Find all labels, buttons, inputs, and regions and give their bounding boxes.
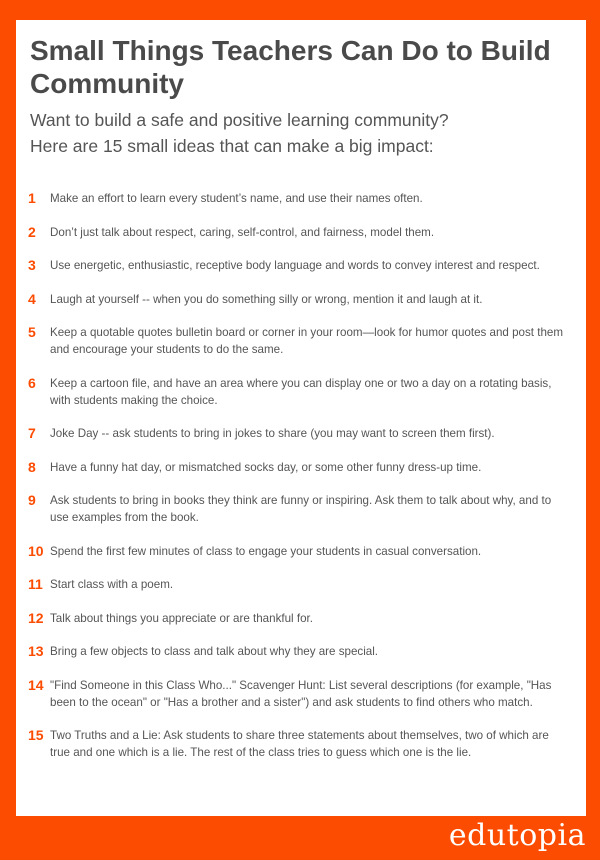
item-text: Make an effort to learn every student’s name, and use their names often. <box>50 192 423 205</box>
item-text: Bring a few objects to class and talk about why they are special. <box>50 645 379 658</box>
list-item <box>28 543 568 560</box>
item-text: "Find Someone in this Class Who..." Scavenger Hunt: List several descriptions (for example, "Has been to the ocean" or "Has a brother and a sister") and ask students to find others who match. <box>50 678 552 709</box>
item-number: 4 <box>28 290 36 307</box>
ideas-list <box>28 190 568 778</box>
item-number: 13 <box>28 643 44 659</box>
list-item <box>28 576 568 593</box>
item-number: 6 <box>28 374 36 391</box>
subtitle-line-1: Want to build a safe and positive learning community? <box>30 110 449 130</box>
list-item <box>28 643 568 660</box>
list-item <box>28 727 568 761</box>
item-number: 8 <box>28 458 36 475</box>
item-number: 10 <box>28 542 44 559</box>
item-number: 7 <box>28 425 36 441</box>
list-item <box>28 324 568 358</box>
item-number: 2 <box>28 223 36 240</box>
item-text: Keep a cartoon file, and have an area where you can display one or two a day on a rotating basis, with students making the choice. <box>50 376 552 407</box>
subtitle <box>30 107 449 159</box>
list-item <box>28 492 568 526</box>
item-number: 3 <box>28 257 36 273</box>
item-text: Keep a quotable quotes bulletin board or corner in your room—look for humor quotes and post them and encourage your students to do the same. <box>50 326 564 356</box>
content-panel <box>16 20 586 816</box>
list-item <box>28 459 568 476</box>
subtitle-line-2: Here are 15 small ideas that can make a big impact: <box>30 136 434 156</box>
item-text: Laugh at yourself -- when you do something silly or wrong, mention it and laugh at it. <box>50 292 483 306</box>
list-item <box>28 610 568 627</box>
item-text: Don’t just talk about respect, caring, self-control, and fairness, model them. <box>50 225 435 239</box>
item-text: Joke Day -- ask students to bring in jokes to share (you may want to screen them first). <box>50 427 495 440</box>
item-text: Talk about things you appreciate or are thankful for. <box>50 611 313 625</box>
item-text: Spend the first few minutes of class to engage your students in casual conversation. <box>50 544 482 558</box>
list-item <box>28 425 568 442</box>
item-text: Ask students to bring in books they think are funny or inspiring. Ask them to talk about why, and to use examples from the book. <box>50 494 552 524</box>
list-item <box>28 257 568 274</box>
edutopia-logo: edutopia <box>448 818 586 853</box>
item-number: 12 <box>28 609 44 626</box>
list-item <box>28 190 568 207</box>
item-number: 9 <box>28 492 36 508</box>
list-item <box>28 291 568 308</box>
item-number: 5 <box>28 324 36 340</box>
item-number: 11 <box>28 576 43 592</box>
list-item <box>28 224 568 241</box>
item-text: Have a funny hat day, or mismatched socks day, or some other funny dress-up time. <box>50 460 482 474</box>
item-text: Start class with a poem. <box>50 578 174 591</box>
item-text: Two Truths and a Lie: Ask students to share three statements about themselves, two of which are true and one which is a lie. The rest of the class tries to guess which one is the lie. <box>50 729 549 759</box>
item-number: 1 <box>28 190 36 206</box>
list-item <box>28 375 568 409</box>
item-text: Use energetic, enthusiastic, receptive body language and words to convey interest and respect. <box>50 259 540 272</box>
page-title: Small Things Teachers Can Do to Build Community <box>30 35 551 99</box>
item-number: 15 <box>28 727 44 743</box>
item-number: 14 <box>28 676 44 693</box>
list-item <box>28 677 568 711</box>
